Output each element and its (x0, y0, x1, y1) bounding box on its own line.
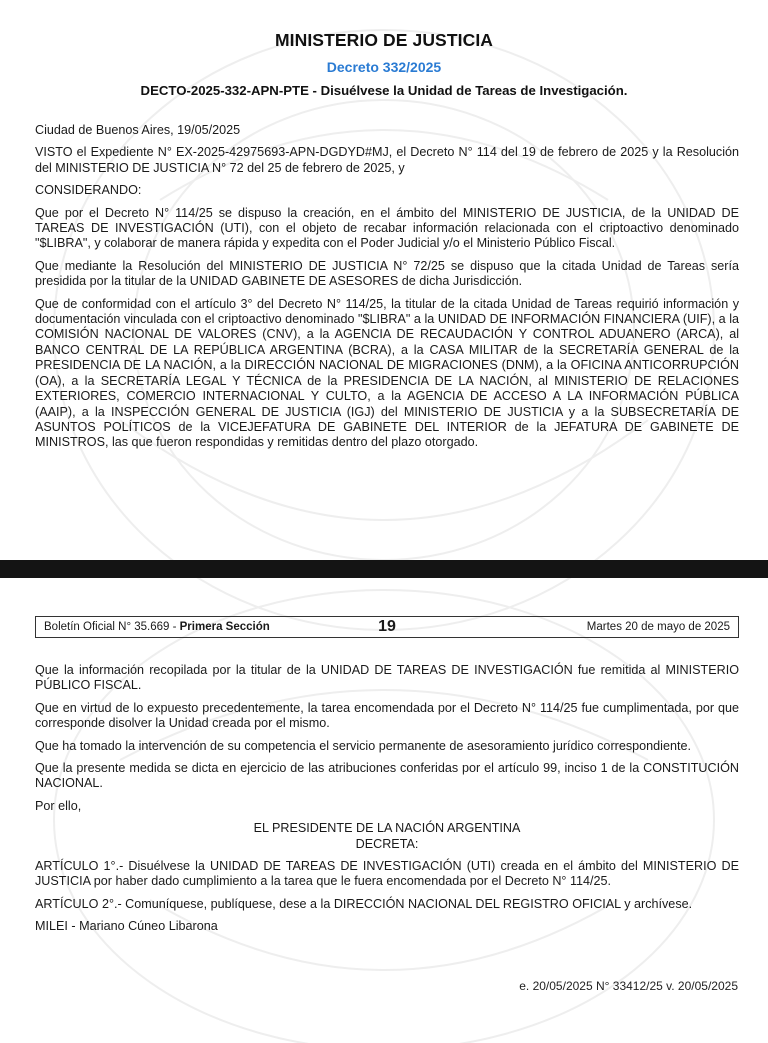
decree-number[interactable]: Decreto 332/2025 (326, 59, 442, 75)
considerando-paragraph: Que de conformidad con el artículo 3° del Decreto N° 114/25, la titular de la citada Unidad de Tareas requirió información y documentación vinculada con el criptoactivo denominado "$LIBRA" a la UNIDAD DE INFORMACIÓN FINANCIERA (UIF), a la COMISIÓN NACIONAL DE VALORES (CNV), a la AGENCIA DE RECAUDACIÓN Y CONTROL ADUANERO (ARCA), al BANCO CENTRAL DE LA REPÚBLICA ARGENTINA (BCRA), a la CASA MILITAR de la SECRETARÍA GENERAL de la PRESIDENCIA DE LA NACIÓN, a la DIRECCIÓN NACIONAL DE MIGRACIONES (DNM), a la OFICINA ANTICORRUPCIÓN (OA), a la SECRETARÍA LEGAL Y TÉCNICA de la PRESIDENCIA DE LA NACIÓN, al MINISTERIO DE RELACIONES EXTERIORES, COMERCIO INTERNACIONAL Y CULTO, a la AGENCIA DE ACCESO A LA INFORMACIÓN PÚBLICA (AAIP), a la INSPECCIÓN GENERAL DE JUSTICIA (IGJ) del MINISTERIO DE JUSTICIA y a la SUBSECRETARÍA DE ASUNTOS POLÍTICOS de la VICEJEFATURA DE GABINETE DEL INTERIOR de la JEFATURA DE GABINETE DE MINISTROS, las que fueron respondidas y remitidas dentro del plazo otorgado. (35, 296, 739, 450)
decree-body-page-1 (35, 123, 739, 458)
ministry-title: MINISTERIO DE JUSTICIA (274, 30, 494, 50)
article-1: ARTÍCULO 1°.- Disuélvese la UNIDAD DE TAREAS DE INVESTIGACIÓN (UTI) creada en el ámbito del MINISTERIO DE JUSTICIA por haber dado cumplimiento a la tarea que le fuera encomendada por el Decreto N° 114/25. (35, 859, 739, 889)
president-heading: EL PRESIDENTE DE LA NACIÓN ARGENTINA (253, 821, 521, 836)
publication-reference: e. 20/05/2025 N° 33412/25 v. 20/05/2025 (519, 979, 738, 993)
considerando-paragraph: Que por el Decreto N° 114/25 se dispuso la creación, en el ámbito del MINISTERIO DE JUSTICIA, de la UNIDAD DE TAREAS DE INVESTIGACIÓN (UTI), con el objeto de recabar información relacionada con el criptoactivo denominado "$LIBRA", y colaborar de manera rápida y expedita con el Poder Judicial y/o el Ministerio Público Fiscal. (35, 205, 739, 251)
considerando-paragraph: Que ha tomado la intervención de su competencia el servicio permanente de asesoramiento jurídico correspondiente. (35, 738, 691, 753)
considerando-paragraph: Que en virtud de lo expuesto precedentemente, la tarea encomendada por el Decreto N° 114/25 fue cumplimentada, por que corresponde disolver la Unidad creada por el mismo. (35, 700, 739, 731)
bulletin-date: Martes 20 de mayo de 2025 (586, 621, 730, 633)
por-ello: Por ello, (35, 798, 82, 813)
decree-heading: DECTO-2025-332-APN-PTE - Disuélvese la Unidad de Tareas de Investigación. (140, 83, 628, 98)
bulletin-header (35, 616, 739, 638)
considerando-paragraph: Que la información recopilada por la titular de la UNIDAD DE TAREAS DE INVESTIGACIÓN fue remitida al MINISTERIO PÚBLICO FISCAL. (35, 663, 739, 693)
signature: MILEI - Mariano Cúneo Libarona (35, 919, 218, 934)
considerando-paragraph: Que mediante la Resolución del MINISTERIO DE JUSTICIA N° 72/25 se dispuso que la citada Unidad de Tareas sería presidida por la titular de la UNIDAD GABINETE DE ASESORES de dicha Jurisdicción. (35, 258, 739, 289)
considerando-label: CONSIDERANDO: (35, 183, 142, 198)
date-place: Ciudad de Buenos Aires, 19/05/2025 (35, 123, 241, 137)
bulletin-edition: Boletín Oficial N° 35.669 - Primera Sección (44, 621, 270, 633)
article-2: ARTÍCULO 2°.- Comuníquese, publíquese, dese a la DIRECCIÓN NACIONAL DEL REGISTRO OFICIAL y archívese. (35, 896, 693, 911)
visto-paragraph: VISTO el Expediente N° EX-2025-42975693-APN-DGDYD#MJ, el Decreto N° 114 del 19 de febrero de 2025 y la Resolución del MINISTERIO DE JUSTICIA N° 72 del 25 de febrero de 2025, y (35, 145, 739, 175)
decree-body-page-2 (35, 663, 739, 942)
decreta-heading: DECRETA: (355, 836, 419, 851)
document-page-2 (0, 578, 768, 1043)
considerando-paragraph: Que la presente medida se dicta en ejercicio de las atribuciones conferidas por el artículo 99, inciso 1 de la CONSTITUCIÓN NACIONAL. (35, 761, 739, 791)
page-number: 19 (378, 618, 396, 635)
page-divider (0, 560, 768, 578)
